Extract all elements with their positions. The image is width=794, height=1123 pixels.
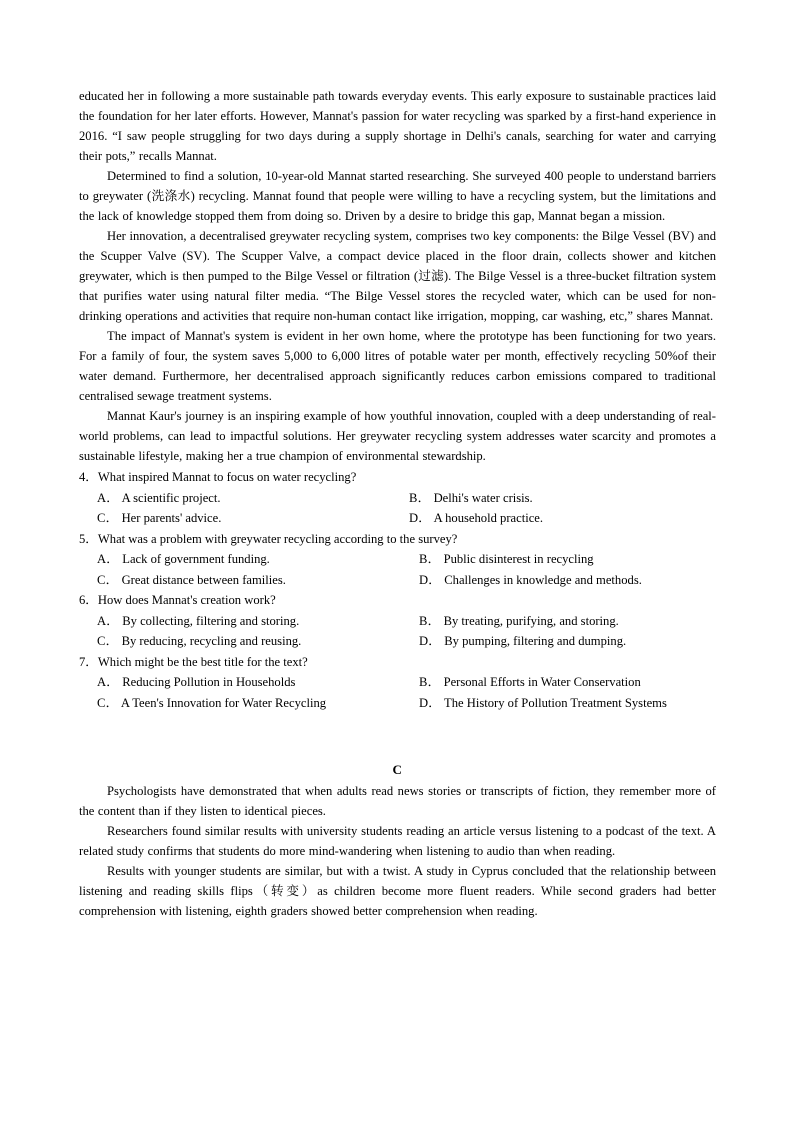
option-a[interactable] — [97, 611, 419, 632]
option-letter: C． — [97, 511, 119, 525]
option-d[interactable] — [419, 631, 626, 652]
option-c[interactable] — [97, 508, 409, 529]
option-letter: B． — [419, 552, 441, 566]
option-row — [79, 570, 716, 591]
option-text: Her parents' advice. — [121, 511, 222, 525]
option-d[interactable] — [419, 570, 642, 591]
question-number: 5． — [79, 531, 98, 546]
option-letter: C． — [97, 695, 119, 710]
question-number: 7． — [79, 654, 98, 669]
passage-paragraph: Researchers found similar results with university students reading an article versus listening to a podcast of the text. A related study confirms that students do more mind-wandering when listening to audio than when reading. — [79, 824, 716, 858]
option-text: Personal Efforts in Water Conservation — [443, 675, 641, 689]
page-content — [79, 86, 716, 921]
option-row — [79, 693, 716, 714]
question-text: Which might be the best title for the text? — [97, 654, 308, 669]
passage-paragraph: Her innovation, a decentralised greywater recycling system, comprises two key components: the Bilge Vessel (BV) and the Scupper Valve (SV). The Scupper Valve, a compact device placed in the floor drain, collects shower and kitchen greywater, which is then pumped to the Bilge Vessel or filtration (过滤). The Bilge Vessel is a three-bucket filtration system that purifies water using natural filter media. “The Bilge Vessel stores the recycled water, which can be used for non-drinking operations and activities that require non-human contact like irrigation, mopping, car washing, etc,” shares Mannat. — [79, 229, 716, 323]
option-text: Lack of government funding. — [122, 552, 270, 566]
option-row — [79, 549, 716, 570]
option-c[interactable] — [97, 631, 419, 652]
option-letter: D． — [419, 572, 442, 587]
passage-paragraph: Results with younger students are similar, but with a twist. A study in Cyprus concluded that the relationship between listening and reading skills flips（转变）as children become more fluent readers. While second graders had better comprehension with listening, eighth graders showed better comprehension when reading. — [79, 864, 716, 918]
option-text: Challenges in knowledge and methods. — [444, 572, 642, 587]
option-text: A Teen's Innovation for Water Recycling — [120, 695, 327, 710]
option-letter: C． — [97, 634, 119, 648]
option-letter: D． — [419, 695, 442, 710]
option-b[interactable] — [409, 488, 533, 509]
passage-paragraph: Mannat Kaur's journey is an inspiring example of how youthful innovation, coupled with a deep understanding of real-world problems, can lead to impactful solutions. Her greywater recycling system addresses water scarcity and promotes a sustainable lifestyle, making her a true champion of environmental stewardship. — [79, 409, 716, 463]
option-letter: C． — [97, 572, 119, 587]
option-d[interactable] — [419, 693, 667, 714]
option-text: By reducing, recycling and reusing. — [121, 634, 302, 648]
question-item-6 — [79, 590, 716, 652]
option-a[interactable] — [97, 549, 419, 570]
option-text: Delhi's water crisis. — [433, 490, 533, 505]
question-text: What was a problem with greywater recycling according to the survey? — [97, 531, 458, 546]
option-letter: B． — [409, 490, 431, 505]
question-item-4 — [79, 467, 716, 529]
question-text: How does Mannat's creation work? — [97, 593, 276, 607]
question-item-7 — [79, 652, 716, 714]
question-list — [79, 467, 716, 713]
option-c[interactable] — [97, 693, 419, 714]
question-number: 4． — [79, 470, 98, 484]
passage-paragraph: educated her in following a more sustainable path towards everyday events. This early exposure to sustainable practices laid the foundation for her later efforts. However, Mannat's passion for water recycling was sparked by a first-hand experience in 2016. “I saw people struggling for two days during a supply shortage in Delhi's canals, searching for water and carrying their pots,” recalls Mannat. — [79, 89, 716, 163]
question-stem — [79, 590, 716, 611]
option-text: Great distance between families. — [121, 572, 286, 587]
question-item-5 — [79, 529, 716, 591]
option-letter: A． — [97, 675, 120, 689]
option-text: A scientific project. — [121, 490, 221, 505]
option-text: Public disinterest in recycling — [443, 552, 594, 566]
passage-c-body — [79, 781, 716, 921]
question-number: 6． — [79, 593, 98, 607]
option-letter: B． — [419, 613, 441, 628]
option-row — [79, 508, 716, 529]
passage-paragraph: Psychologists have demonstrated that when adults read news stories or transcripts of fiction, they remember more of the content than if they listen to identical pieces. — [79, 784, 716, 818]
option-row — [79, 611, 716, 632]
question-stem — [79, 467, 716, 488]
section-heading-c: C — [392, 762, 403, 777]
question-stem — [79, 652, 716, 673]
option-letter: A． — [97, 490, 120, 505]
passage-paragraph: Determined to find a solution, 10-year-old Mannat started researching. She surveyed 400 people to understand barriers to greywater (洗涤水) recycling. Mannat found that people were willing to have a recycling system, but the limitations and the lack of knowledge stopped them from doing so. Driven by a desire to bridge this gap, Mannat began a mission. — [79, 169, 716, 223]
option-a[interactable] — [97, 672, 419, 693]
option-letter: D． — [419, 634, 442, 648]
option-letter: A． — [97, 552, 120, 566]
section-spacer — [79, 713, 716, 760]
option-text: Reducing Pollution in Households — [122, 675, 296, 689]
option-c[interactable] — [97, 570, 419, 591]
option-b[interactable] — [419, 611, 619, 632]
option-a[interactable] — [97, 488, 409, 509]
option-row — [79, 631, 716, 652]
option-b[interactable] — [419, 549, 594, 570]
passage-paragraph: The impact of Mannat's system is evident in her own home, where the prototype has been functioning for two years. For a family of four, the system saves 5,000 to 6,000 litres of potable water per month, effectively recycling 50%of their water demand. Furthermore, her decentralised approach significantly reduces carbon emissions compared to traditional centralised sewage treatment systems. — [79, 329, 716, 403]
option-text: A household practice. — [433, 511, 544, 525]
question-stem — [79, 529, 716, 550]
option-text: By pumping, filtering and dumping. — [444, 634, 627, 648]
option-row — [79, 672, 716, 693]
passage-b-body — [79, 86, 716, 466]
option-text: By collecting, filtering and storing. — [122, 613, 300, 628]
option-b[interactable] — [419, 672, 641, 693]
option-text: The History of Pollution Treatment Systems — [444, 695, 667, 710]
option-row — [79, 488, 716, 509]
question-text: What inspired Mannat to focus on water recycling? — [97, 470, 357, 484]
option-letter: D． — [409, 511, 432, 525]
option-d[interactable] — [409, 508, 543, 529]
option-letter: B． — [419, 675, 441, 689]
option-letter: A． — [97, 613, 120, 628]
option-text: By treating, purifying, and storing. — [443, 613, 619, 628]
